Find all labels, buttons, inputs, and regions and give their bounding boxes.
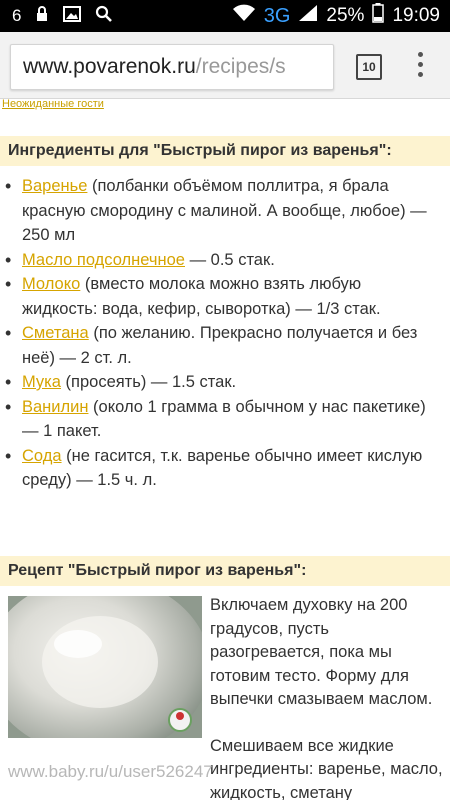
watermark: www.baby.ru/u/user526247	[8, 762, 213, 781]
wifi-icon	[232, 4, 256, 28]
ingredient-link[interactable]: Сода	[22, 446, 62, 465]
ingredient-details: — 0.5 стак.	[185, 250, 275, 269]
clock: 19:09	[392, 5, 440, 26]
list-item	[22, 444, 434, 493]
ingredients-header: Ингредиенты для "Быстрый пирог из варенья":	[0, 136, 450, 166]
ingredient-details: (вместо молока можно взять любую жидкость: вода, кефир, сыворотка) — 1/3 стак.	[22, 275, 381, 318]
tab-count: 10	[362, 60, 376, 74]
ingredient-details: (не гасится, т.к. варенье обычно имеет кислую среду) — 1.5 ч. л.	[22, 446, 423, 489]
ingredient-link[interactable]: Сметана	[22, 324, 89, 342]
overflow-menu-icon[interactable]	[414, 52, 426, 80]
recipe-step-2: Смешиваем все жидкие ингредиенты: варенье, масло, жидкость, сметану	[210, 736, 443, 800]
list-item	[22, 272, 434, 321]
signal-icon	[298, 4, 318, 28]
ingredient-link[interactable]: Масло подсолнечное	[22, 250, 185, 269]
battery-icon	[372, 3, 384, 29]
url-host: www.povarenok.ru	[23, 55, 196, 78]
status-bar	[0, 0, 450, 32]
ingredient-link[interactable]: Ванилин	[22, 397, 89, 416]
ingredient-details: (просеять) — 1.5 стак.	[60, 373, 237, 391]
ingredient-details: (полбанки объёмом поллитра, я брала красную смородину с малиной. А вообще, любое) — 250 мл	[22, 177, 427, 244]
list-item	[22, 395, 434, 444]
browser-toolbar	[0, 32, 450, 99]
ingredient-details: (по желанию. Прекрасно получается и без неё) — 2 ст. л.	[22, 324, 418, 367]
url-text	[23, 55, 286, 79]
list-item	[22, 370, 434, 395]
ingredients-list	[0, 174, 434, 493]
battery-percent: 25%	[326, 5, 365, 26]
url-path: /recipes/s	[195, 55, 286, 78]
recipe-header: Рецепт "Быстрый пирог из варенья":	[0, 556, 450, 586]
page-content	[0, 98, 450, 800]
ingredient-link[interactable]: Варенье	[22, 177, 88, 195]
search-icon	[95, 5, 113, 28]
recipe-step-photo[interactable]	[8, 596, 202, 738]
ingredient-link[interactable]: Молоко	[22, 275, 81, 293]
list-item	[22, 174, 434, 248]
recipe-steps	[210, 594, 446, 800]
list-item	[22, 248, 434, 273]
image-icon	[63, 6, 81, 27]
address-bar[interactable]	[10, 44, 334, 90]
network-type: 3G	[263, 4, 291, 27]
notification-count: 6	[12, 6, 22, 25]
lock-icon	[35, 6, 49, 27]
ingredient-link[interactable]: Мука	[22, 373, 61, 391]
tab-switcher-button[interactable]	[356, 54, 382, 80]
top-link[interactable]: Неожиданные гости	[2, 98, 104, 110]
recipe-step-1: Включаем духовку на 200 градусов, пусть разогревается, пока мы готовим тесто. Форму для выпечки смазываем маслом.	[210, 596, 433, 708]
list-item	[22, 321, 434, 370]
ingredient-details: (около 1 грамма в обычном у нас пакетике) — 1 пакет.	[22, 397, 426, 440]
